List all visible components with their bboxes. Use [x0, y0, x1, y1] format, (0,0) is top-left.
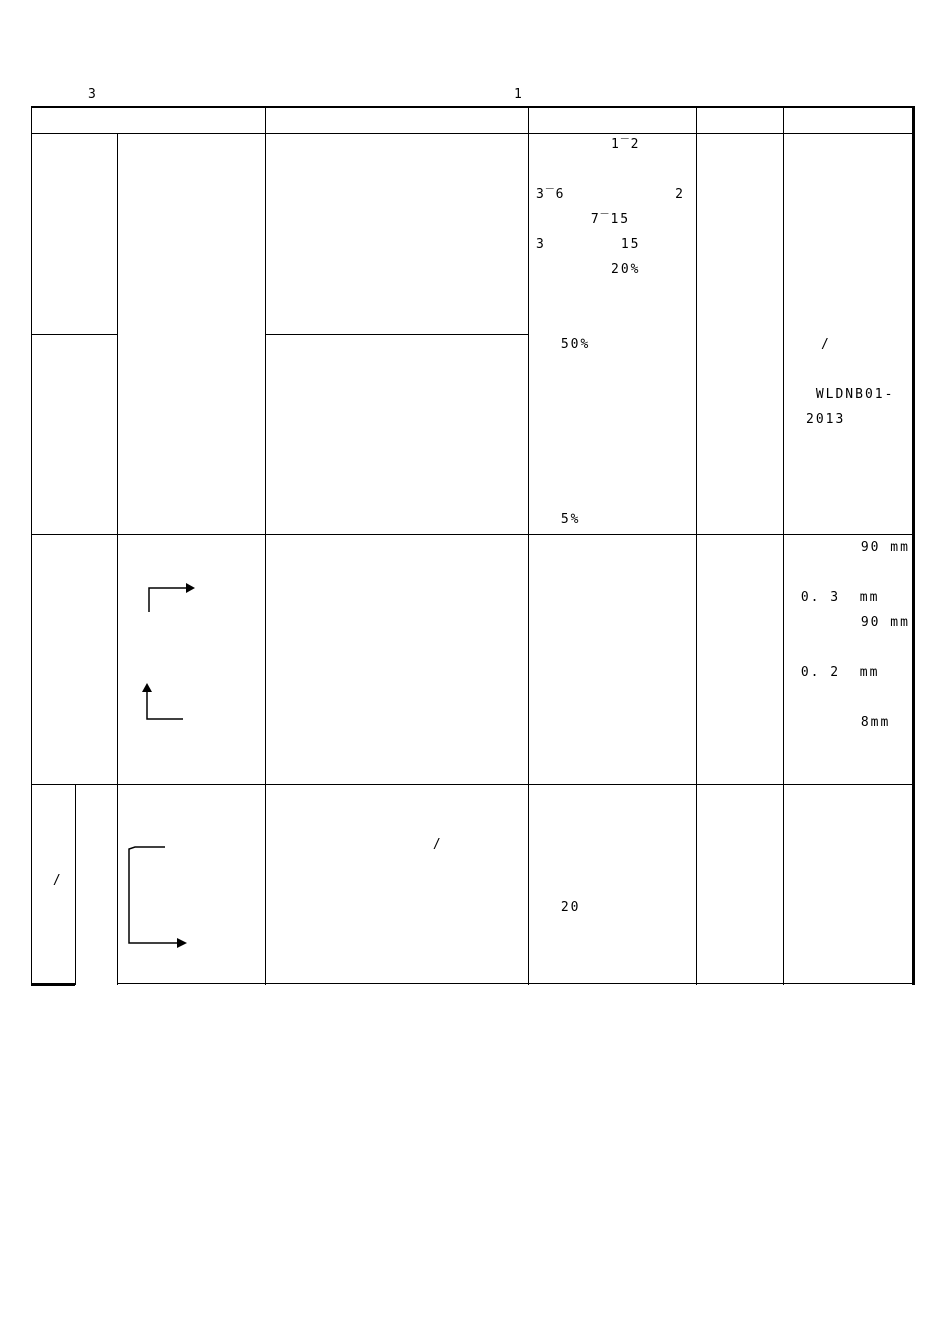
header-content [357, 110, 421, 129]
flow-arrow-up-right-icon [147, 586, 197, 616]
header-standard [809, 110, 873, 129]
block2-criteria [543, 631, 678, 681]
block3-criteria: 20 [560, 900, 581, 915]
col-divider-4 [783, 106, 784, 985]
table-border-bottom [117, 983, 914, 984]
block1-content-bottom [347, 370, 437, 495]
col-divider-label [117, 133, 118, 985]
block1-label-a [45, 206, 105, 256]
block2-flow-mid [125, 633, 230, 683]
row-divider-2 [31, 534, 914, 535]
table-border-right [912, 106, 915, 985]
header-criteria [571, 110, 635, 129]
row-divider-1a [31, 334, 117, 335]
header-person [711, 110, 759, 129]
caption-left: 3 [88, 87, 408, 102]
block1-process [131, 307, 206, 357]
inspection-table [31, 106, 914, 985]
table-border-bottom-left [31, 983, 75, 986]
table-border-top [31, 106, 914, 108]
col-divider-1 [265, 106, 266, 985]
block2-content [353, 606, 443, 706]
block2-person [709, 618, 754, 693]
flow-arrow-right-icon [127, 845, 197, 955]
block1-content-top [274, 132, 499, 332]
block1-standard: / WLDNB01- 2013 [806, 337, 895, 427]
block2-label [55, 645, 85, 670]
block1-criteria: 1‾2 3‾6 2 7‾15 3 15 20% 50% 5% [536, 137, 685, 527]
block2-standard: 90 mm 0. 3 mm 90 mm 0. 2 mm 8mm [800, 540, 910, 730]
flow-arrow-up-icon [143, 683, 193, 723]
block3-content: / [432, 837, 443, 852]
header-item [135, 110, 167, 129]
table-border-left [31, 106, 32, 985]
block3-person [705, 857, 765, 907]
block3-label-b [87, 858, 102, 908]
row-divider-1b [265, 334, 528, 335]
block1-person [711, 257, 756, 407]
col-divider-2 [528, 106, 529, 985]
caption-right: 1 [514, 87, 539, 102]
col-divider-sub [75, 784, 76, 985]
block3-standard [819, 870, 864, 895]
block3-label-a: / [52, 873, 63, 888]
block1-label-b [39, 394, 124, 469]
